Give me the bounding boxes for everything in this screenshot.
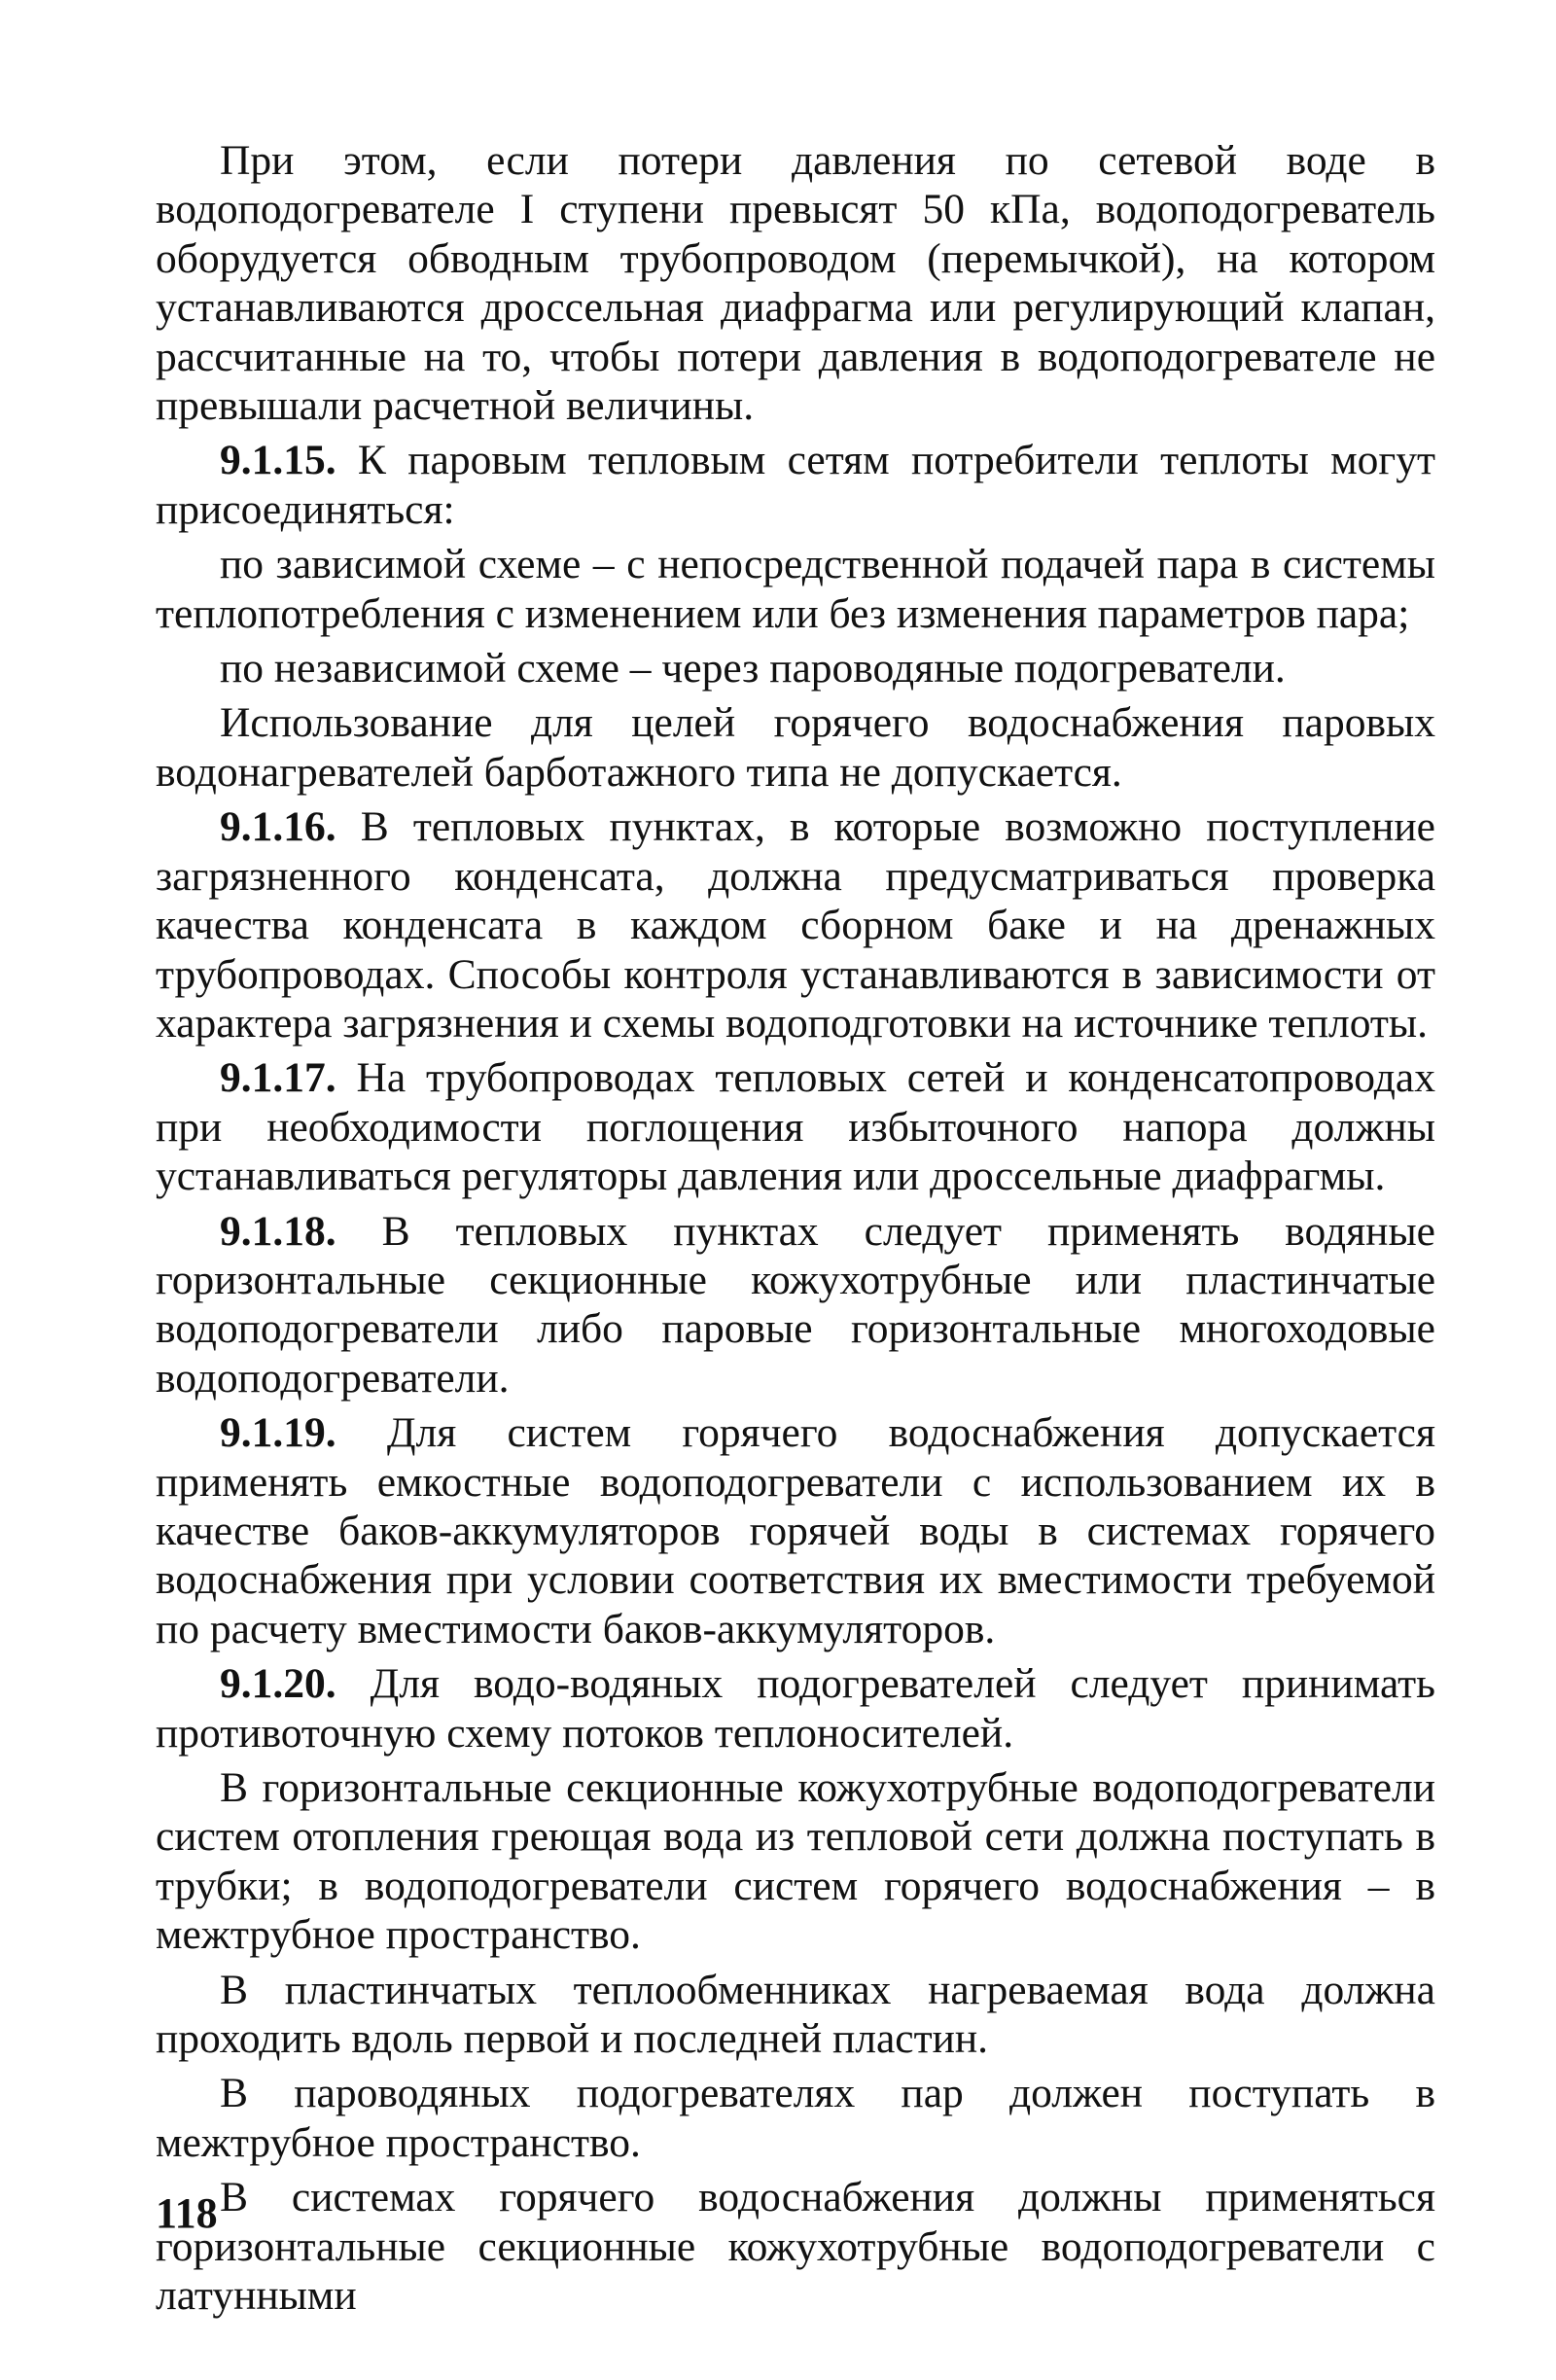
clause-number: 9.1.16.: [220, 803, 336, 851]
paragraph-text: В пластинчатых теплообменниках нагреваемая вода должна проходить вдоль первой и последней пластин.: [156, 1966, 1435, 2063]
paragraph-9-1-19: [156, 1408, 1435, 1653]
paragraph-text: На трубопроводах тепловых сетей и конденсатопроводах при необходимости поглощения избыточного напора должны устанавливаться регуляторы давления или дроссельные диафрагмы.: [156, 1054, 1435, 1200]
paragraph-text: При этом, если потери давления по сетевой воде в водоподогревателе I ступени превысят 50 кПа, водоподогреватель оборудуется обводным трубопроводом (перемычкой), на котором устанавливаются дроссельная диафрагма или регулирующий клапан, рассчитанные на то, чтобы потери давления в водоподогревателе не превышали расчетной величины.: [156, 137, 1435, 430]
paragraph-9-1-16: [156, 802, 1435, 1048]
page-body: [156, 136, 1435, 2326]
paragraph-hot-water-systems: [156, 2173, 1435, 2320]
paragraph-text: Для водо-водяных подогревателей следует принимать противоточную схему потоков теплоносителей.: [156, 1660, 1435, 1757]
clause-number: 9.1.15.: [220, 437, 336, 484]
paragraph-9-1-18: [156, 1207, 1435, 1403]
paragraph-heating-water: [156, 1763, 1435, 1960]
paragraph-steam-heaters: [156, 2069, 1435, 2167]
paragraph-text: В горизонтальные секционные кожухотрубные водоподогреватели систем отопления греющая вода из тепловой сети должна поступать в трубки; в водоподогреватели систем горячего водоснабжения – в межтрубное пространство.: [156, 1764, 1435, 1959]
paragraph-plate-exchangers: [156, 1966, 1435, 2064]
paragraph-text: по зависимой схеме – с непосредственной подачей пара в системы теплопотребления с изменением или без изменения параметров пара;: [156, 541, 1435, 637]
paragraph-barbotage: [156, 698, 1435, 797]
page-number: 118: [156, 2189, 218, 2237]
paragraph-9-1-15: [156, 436, 1435, 534]
paragraph-text: В тепловых пунктах, в которые возможно поступление загрязненного конденсата, должна предусматриваться проверка качества конденсата в каждом сборном баке и на дренажных трубопроводах. Способы контроля устанавливаются в зависимости от характера загрязнения и схемы водоподготовки на источнике теплоты.: [156, 803, 1435, 1047]
paragraph-intro: [156, 136, 1435, 430]
clause-number: 9.1.19.: [220, 1409, 336, 1457]
paragraph-text: Использование для целей горячего водоснабжения паровых водонагревателей барботажного типа не допускается.: [156, 699, 1435, 796]
paragraph-text: Для систем горячего водоснабжения допускается применять емкостные водоподогреватели с использованием их в качестве баков-аккумуляторов горячей воды в системах горячего водоснабжения при условии соответствия их вместимости требуемой по расчету вместимости баков-аккумуляторов.: [156, 1409, 1435, 1652]
paragraph-text: В системах горячего водоснабжения должны применяться горизонтальные секционные кожухотрубные водоподогреватели с латунными: [156, 2174, 1435, 2320]
paragraph-text: В пароводяных подогревателях пар должен поступать в межтрубное пространство.: [156, 2070, 1435, 2166]
paragraph-text: К паровым тепловым сетям потребители теплоты могут присоединяться:: [156, 437, 1435, 533]
paragraph-dependent-scheme: [156, 540, 1435, 638]
paragraph-independent-scheme: [156, 644, 1435, 693]
clause-number: 9.1.17.: [220, 1054, 336, 1102]
paragraph-text: по независимой схеме – через пароводяные подогреватели.: [220, 645, 1286, 693]
paragraph-9-1-17: [156, 1053, 1435, 1200]
paragraph-text: В тепловых пунктах следует применять водяные горизонтальные секционные кожухотрубные или пластинчатые водоподогреватели либо паровые горизонтальные многоходовые водоподогреватели.: [156, 1207, 1435, 1402]
clause-number: 9.1.20.: [220, 1660, 336, 1708]
paragraph-9-1-20: [156, 1659, 1435, 1758]
clause-number: 9.1.18.: [220, 1207, 336, 1255]
